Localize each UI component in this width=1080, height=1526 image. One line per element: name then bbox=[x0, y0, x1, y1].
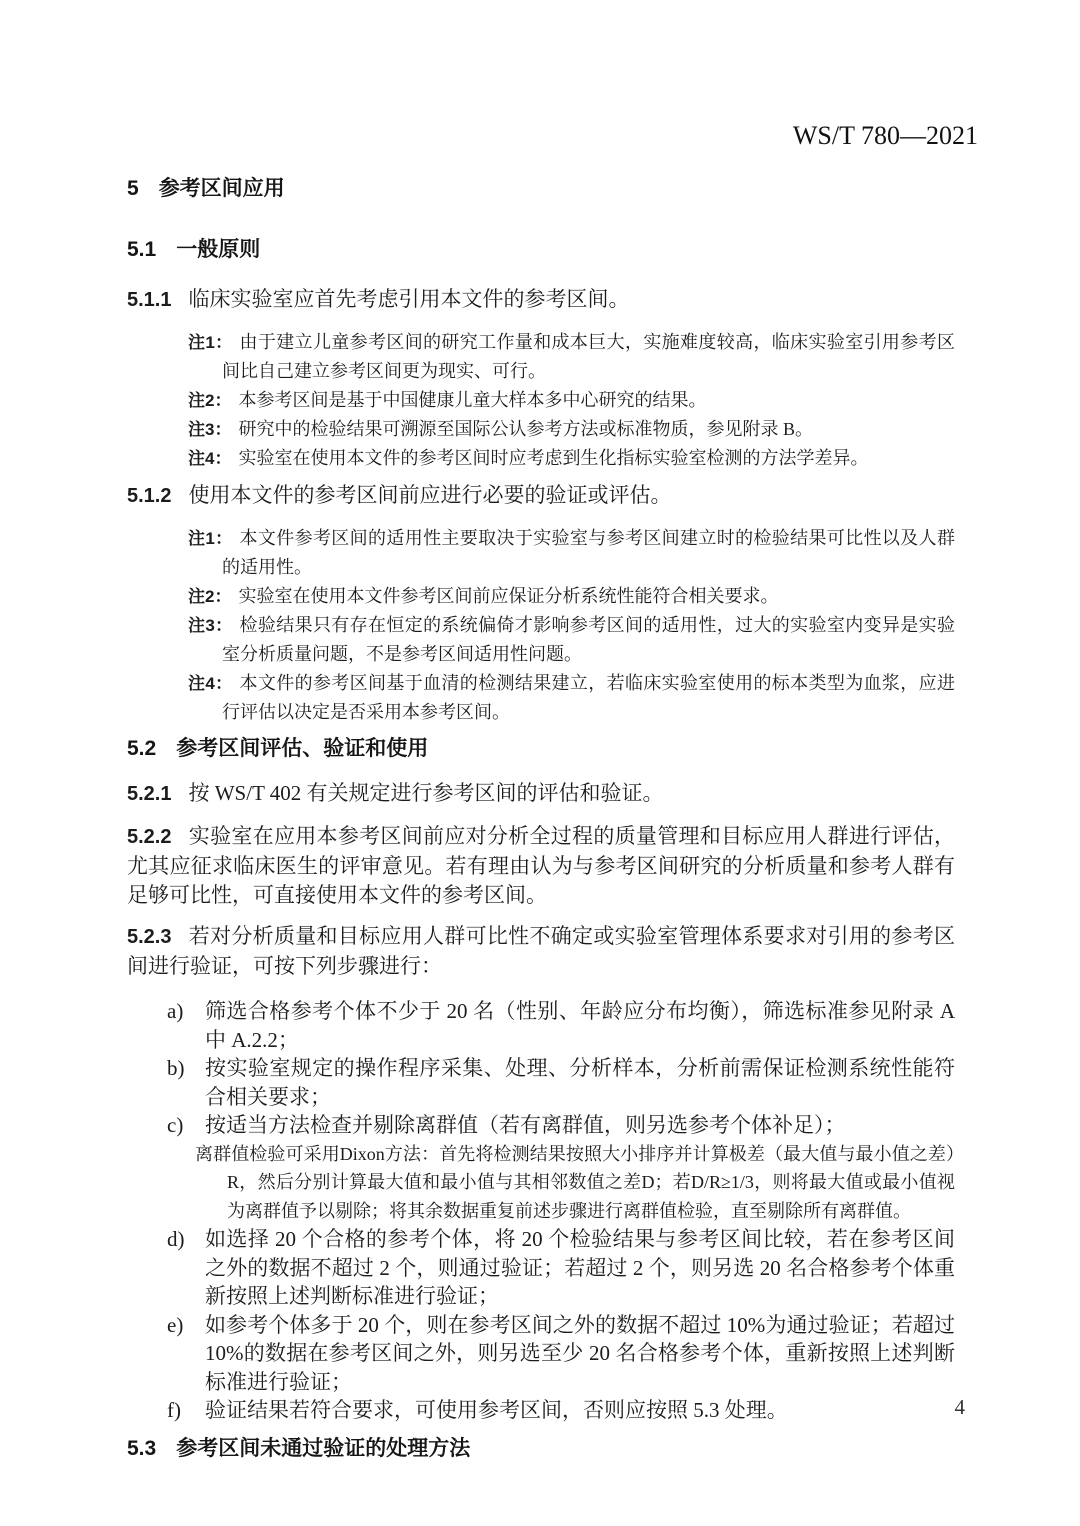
section-5-1-heading bbox=[127, 238, 955, 262]
list-text: 按实验室规定的操作程序采集、处理、分析样本，分析前需保证检测系统性能符合相关要求； bbox=[205, 1056, 955, 1109]
clause-text: 使用本文件的参考区间前应进行必要的验证或评估。 bbox=[188, 483, 672, 507]
clause-number: 5.2.1 bbox=[127, 783, 172, 805]
list-text: 按适当方法检查并剔除离群值（若有离群值，则另选参考个体补足）； bbox=[205, 1113, 846, 1137]
clause-number: 5.2.3 bbox=[127, 926, 172, 948]
list-text: 筛选合格参考个体不少于 20 名（性别、年龄应分布均衡），筛选标准参见附录 A 中 A.2.2； bbox=[205, 999, 955, 1052]
list-marker: e) bbox=[167, 1312, 184, 1337]
note-label: 注4： bbox=[188, 449, 232, 468]
standard-number: WS/T 780—2021 bbox=[792, 121, 978, 150]
list-marker: f) bbox=[167, 1398, 181, 1422]
note-item bbox=[127, 669, 955, 727]
section-title: 参考区间应用 bbox=[158, 177, 285, 200]
note-item bbox=[127, 611, 955, 669]
section-title: 参考区间评估、验证和使用 bbox=[176, 737, 429, 760]
clause-number: 5.2.2 bbox=[127, 826, 172, 848]
note-label: 注3： bbox=[188, 420, 232, 439]
page-header bbox=[127, 120, 978, 152]
list-item-e bbox=[127, 1311, 955, 1397]
note-text: 研究中的检验结果可溯源至国际公认参考方法或标准物质，参见附录 B。 bbox=[238, 419, 813, 439]
note-text: 实验室在使用本文件的参考区间时应考虑到生化指标实验室检测的方法学差异。 bbox=[238, 448, 869, 468]
note-item bbox=[127, 524, 955, 582]
list-text: 如参考个体多于 20 个，则在参考区间之外的数据不超过 10%为通过验证；若超过 10%的数据在参考区间之外，则另选至少 20 名合格参考个体，重新按照上述判断标准进行验证； bbox=[205, 1312, 955, 1394]
section-number: 5.3 bbox=[127, 1436, 157, 1460]
list-marker: c) bbox=[167, 1113, 184, 1137]
notes-5-1-1 bbox=[127, 328, 955, 473]
note-text: 本文件参考区间的适用性主要取决于实验室与参考区间建立时的检验结果可比性以及人群的适用性。 bbox=[222, 528, 955, 577]
note-item bbox=[127, 386, 955, 415]
list-marker: a) bbox=[167, 999, 184, 1023]
section-title: 参考区间未通过验证的处理方法 bbox=[176, 1436, 471, 1460]
note-text: 由于建立儿童参考区间的研究工作量和成本巨大，实施难度较高，临床实验室引用参考区间比自己建立参考区间更为现实、可行。 bbox=[222, 332, 955, 381]
list-item-b bbox=[127, 1054, 955, 1111]
clause-text: 按 WS/T 402 有关规定进行参考区间的评估和验证。 bbox=[188, 781, 664, 805]
list-item-f bbox=[127, 1396, 955, 1425]
note-label: 注2： bbox=[188, 391, 232, 410]
section-5-3-heading bbox=[127, 1437, 955, 1461]
list-item-d bbox=[127, 1225, 955, 1311]
note-text: 本文件的参考区间基于血清的检测结果建立，若临床实验室使用的标本类型为血浆，应进行评估以决定是否采用本参考区间。 bbox=[222, 673, 955, 722]
clause-5-1-2 bbox=[127, 481, 955, 511]
note-item bbox=[127, 415, 955, 444]
note-label: 注1： bbox=[188, 333, 233, 352]
note-item bbox=[127, 444, 955, 473]
clause-number: 5.1.2 bbox=[127, 485, 172, 507]
section-5-heading bbox=[127, 177, 955, 201]
step-list-5-2-3 bbox=[127, 997, 955, 1425]
list-text: 验证结果若符合要求，可使用参考区间，否则应按照 5.3 处理。 bbox=[205, 1398, 788, 1422]
section-title: 一般原则 bbox=[176, 238, 261, 261]
note-label: 注4： bbox=[188, 674, 233, 693]
note-item bbox=[127, 328, 955, 386]
note-text: 检验结果只有存在恒定的系统偏倚才影响参考区间的适用性，过大的实验室内变异是实验室分析质量问题，不是参考区间适用性问题。 bbox=[222, 615, 955, 664]
note-label: 注2： bbox=[188, 587, 232, 606]
clause-number: 5.1.1 bbox=[127, 289, 172, 311]
page-number: 4 bbox=[954, 1395, 965, 1419]
list-text: 如选择 20 个合格的参考个体，将 20 个检验结果与参考区间比较，若在参考区间之外的数据不超过 2 个，则通过验证；若超过 2 个，则另选 20 名合格参考个体重新按照上述判断标准进行验证； bbox=[205, 1227, 955, 1308]
section-number: 5.1 bbox=[127, 238, 157, 261]
list-item-c bbox=[127, 1111, 955, 1140]
list-marker: b) bbox=[167, 1056, 185, 1080]
clause-text: 实验室在应用本参考区间前应对分析全过程的质量管理和目标应用人群进行评估，尤其应征求临床医生的评审意见。若有理由认为与参考区间研究的分析质量和参考人群有足够可比性，可直接使用本文件的参考区间。 bbox=[127, 824, 955, 907]
list-item-a bbox=[127, 997, 955, 1054]
list-marker: d) bbox=[167, 1227, 185, 1251]
note-text: 实验室在使用本文件参考区间前应保证分析系统性能符合相关要求。 bbox=[238, 586, 779, 606]
clause-5-2-1 bbox=[127, 779, 955, 809]
clause-text: 若对分析质量和目标应用人群可比性不确定或实验室管理体系要求对引用的参考区间进行验证，可按下列步骤进行： bbox=[127, 924, 955, 978]
clause-5-1-1 bbox=[127, 285, 955, 315]
note-label: 注1： bbox=[188, 529, 233, 548]
section-5-2-heading bbox=[127, 737, 955, 761]
notes-5-1-2 bbox=[127, 524, 955, 727]
clause-text: 临床实验室应首先考虑引用本文件的参考区间。 bbox=[188, 287, 630, 311]
clause-5-2-2 bbox=[127, 822, 955, 910]
note-item bbox=[127, 582, 955, 611]
section-number: 5.2 bbox=[127, 737, 157, 760]
note-label: 注3： bbox=[188, 616, 233, 635]
note-text: 本参考区间是基于中国健康儿童大样本多中心研究的结果。 bbox=[238, 390, 707, 410]
clause-5-2-3 bbox=[127, 922, 955, 981]
section-number: 5 bbox=[127, 177, 139, 200]
outlier-method-note: 离群值检验可采用Dixon方法：首先将检测结果按照大小排序并计算极差（最大值与最小值之差）R，然后分别计算最大值和最小值与其相邻数值之差D；若D/R≥1/3，则将最大值或最小值视为离群值予以剔除；将其余数据重复前述步骤进行离群值检验，直至剔除所有离群值。 bbox=[195, 1143, 955, 1221]
